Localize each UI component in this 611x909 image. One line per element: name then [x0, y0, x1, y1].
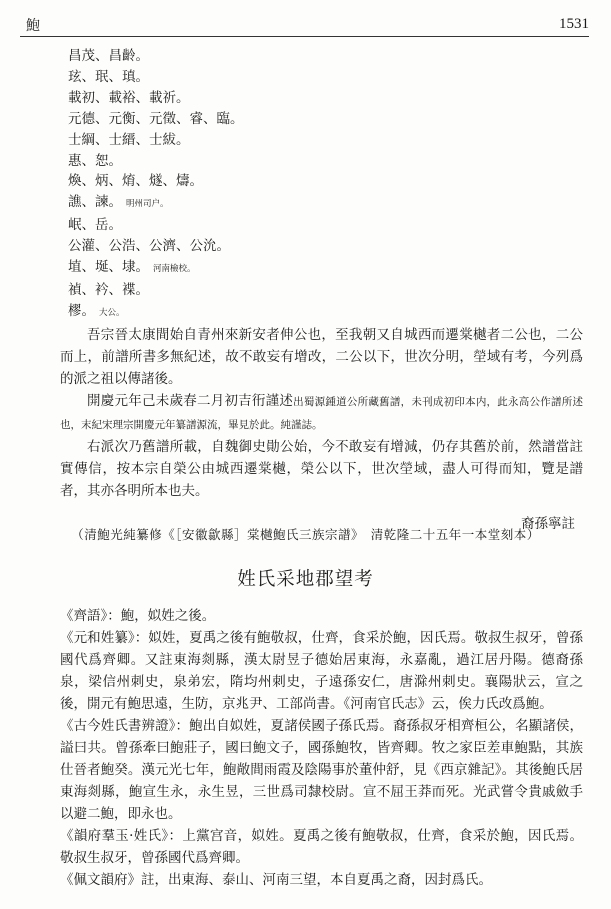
name-line-text: 惠、恕。 [68, 152, 122, 169]
name-line [68, 171, 583, 192]
name-line-text: 樛。 [68, 302, 95, 319]
name-line [68, 257, 583, 280]
name-line-text: 元德、元衡、元徵、睿、臨。 [68, 110, 244, 127]
name-line [68, 236, 583, 257]
reference-list [60, 605, 583, 891]
page-header [20, 14, 589, 37]
paragraph: 吾宗晉太康間始自青州來新安者伸公也，至我朝又自城西而遷棠樾者二公也，二公而上，前譜所書多無紀述，故不敢妄有增改，二公以下，世次分明，塋域有考，今列爲的派之祖以傳諸後。 [60, 326, 583, 387]
name-line [68, 151, 583, 172]
paragraph-with-note [60, 390, 583, 436]
name-line-note: 河南檢校。 [153, 264, 196, 275]
name-line [68, 280, 583, 301]
paragraph-main: 開慶元年己未歲春二月初吉衎謹述 [87, 392, 294, 409]
name-line [68, 130, 583, 151]
reference-entry: 《韻府羣玉·姓氏》：上黨宫音，姒姓。夏禹之後有鮑敬叔，仕齊，食采於鮑，因氏焉。敬叔生叔牙，曾孫國代爲齊卿。 [60, 828, 583, 866]
reference-entry: 《齊語》：鮑，姒姓之後。 [60, 608, 216, 624]
name-line-text: 士綱、士縉、士紱。 [68, 131, 190, 148]
name-line [68, 109, 583, 130]
name-line [68, 192, 583, 215]
name-line [68, 67, 583, 88]
name-line-note: 大公。 [99, 307, 125, 318]
page-number: 1531 [559, 16, 589, 32]
name-list [60, 46, 583, 324]
name-line-text: 公灌、公浩、公濟、公沇。 [68, 238, 230, 255]
reference-entry: 《古今姓氏書辨證》：鮑出自姒姓，夏諸侯國子孫氏焉。裔孫叔牙相齊桓公，名顯諸侯，謚曰共。曾孫牽曰鮑莊子，國曰鮑文子，國孫鮑牧，皆齊卿。牧之家臣差車鮑點，其族仕晉者鮑癸。漢元光七年，鮑敞間雨霞及陰陽事於董仲舒，見《西京雜記》。其後鮑氏居東海剡縣，鮑宣生永，永生昱，三世爲司隸校尉。宣不屈王莽而死。光武嘗令貴戚斂手以避二鮑，即永也。 [60, 718, 583, 822]
reference-entry: 《佩文韻府》註，出東海、泰山、河南三望，本自夏禹之裔，因封爲氏。 [60, 872, 492, 888]
name-line-text: 埴、埏、埭。 [68, 259, 149, 276]
name-line-text: 譙、諫。 [68, 194, 122, 211]
paragraph: 右派次乃舊譜所載，自魏御史勛公始，今不敢妄有增減，仍存其舊於前，然譜當註實傳信，按本宗自榮公由城西遷棠樾，榮公以下，世次塋域，盡人可得而知，覽是譜者，其亦各明所本也夫。 [60, 438, 583, 499]
running-head-title: 鮑 [26, 18, 40, 34]
name-line [68, 215, 583, 236]
name-line [68, 88, 583, 109]
signature: 裔孫寧註 [521, 515, 575, 532]
name-line [68, 46, 583, 67]
name-line [68, 301, 583, 324]
section-title: 姓氏采地郡望考 [237, 569, 374, 590]
reference-entry: 《元和姓纂》：姒姓，夏禹之後有鮑敬叔，仕齊，食采於鮑，因氏焉。敬叔生叔牙，曾孫國代爲齊卿。又註東海剡縣，漢太尉昱子德始居東海，永嘉亂，過江居丹陽。德裔孫泉，梁信州刺史，泉弟宏，隋均州刺史，子遠孫安仁，唐滁州刺史。襄陽狀云，宣之後，開元有鮑思遠，生防，京兆尹、工部尚書。《河南官氏志》云，俟力氏改爲鮑。 [60, 630, 583, 712]
name-line-text: 玹、珉、瑱。 [68, 68, 149, 85]
name-line-text: 煥、炳、焴、燧、燽。 [68, 173, 203, 190]
name-line-text: 岷、岳。 [68, 217, 122, 234]
genealogy-text [60, 46, 583, 532]
name-line-note: 明州司户。 [126, 199, 169, 210]
paragraph-note: 出蜀源鍾道公所藏舊譜，未刊成初印本内，此永高公作譜所述也，末紀宋理宗開慶元年纂譜源流，畢見於此。純謹誌。 [60, 395, 584, 431]
source-citation: （清鮑光純纂修《［安徽歙縣］棠樾鮑氏三族宗譜》 清乾隆二十五年一本堂刻本） [71, 527, 540, 542]
name-line-text: 禎、衿、褋。 [68, 281, 149, 298]
name-line-text: 昌茂、昌齡。 [68, 48, 149, 64]
name-line-text: 載初、載裕、載祈。 [68, 89, 190, 106]
